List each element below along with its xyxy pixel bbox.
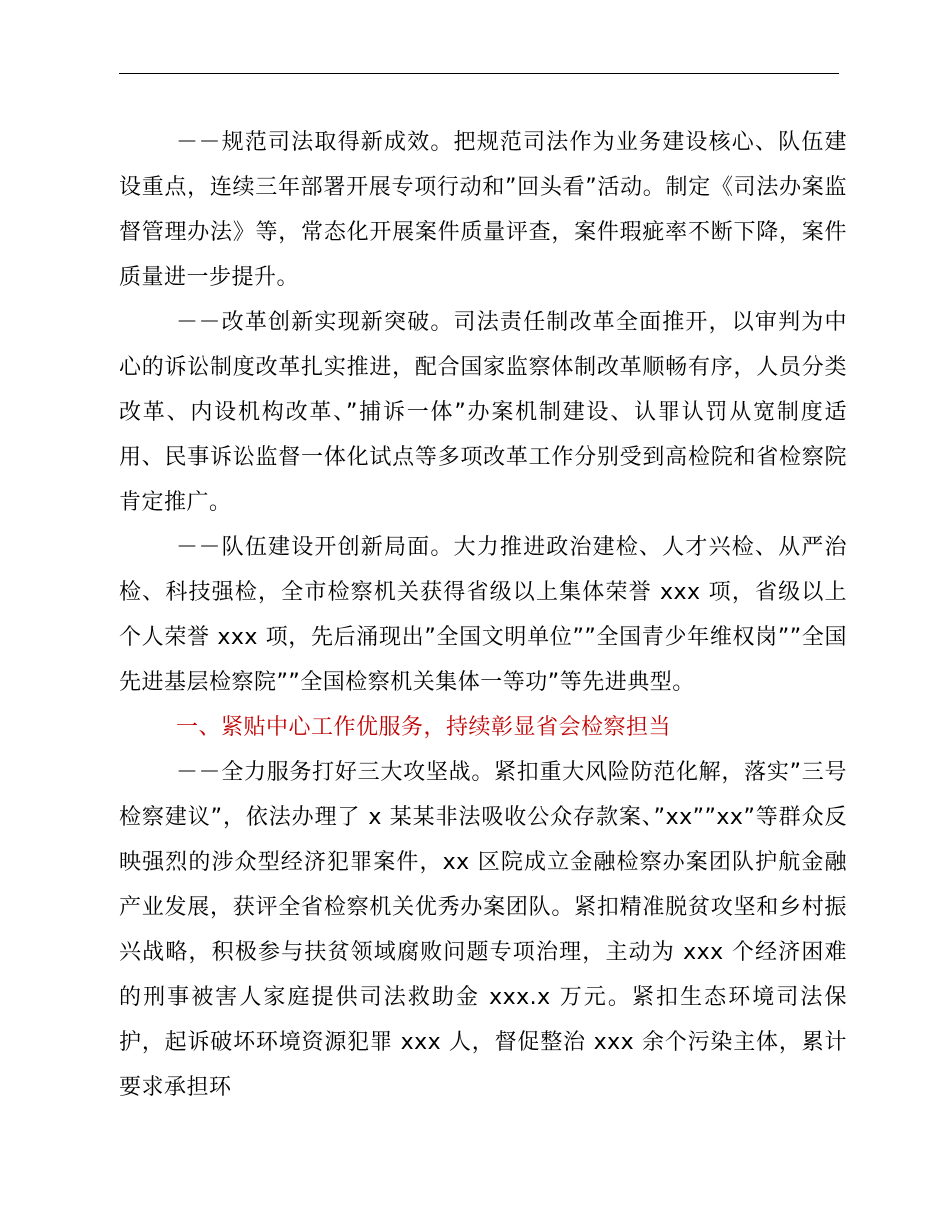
paragraph-reform-innovation: －－改革创新实现新突破。司法责任制改革全面推开，以审判为中心的诉讼制度改革扎实推进，配合国家监察体制改革顺畅有序，人员分类改革、内设机构改革、”捕诉一体”办案机制建设、认罪认罚从宽制度适用、民事诉讼监督一体化试点等多项改革工作分别受到高检院和省检察院肯定推广。 <box>119 310 847 515</box>
paragraph-standardized-justice: －－规范司法取得新成效。把规范司法作为业务建设核心、队伍建设重点，连续三年部署开展专项行动和”回头看”活动。制定《司法办案监督管理办法》等，常态化开展案件质量评查，案件瑕疵率不断下降，案件质量进一步提升。 <box>119 130 847 290</box>
section-heading: 一、紧贴中心工作优服务，持续彰显省会检察担当 <box>176 715 672 740</box>
paragraph-team-building: －－队伍建设开创新局面。大力推进政治建检、人才兴检、从严治检、科技强检，全市检察机关获得省级以上集体荣誉 xxx 项，省级以上个人荣誉 xxx 项，先后涌现出”全国文明单位””全国青少年维权岗””全国先进基层检察院””全国检察机关集体一等功”等先进典型。 <box>119 535 847 695</box>
document-body <box>119 120 847 1110</box>
paragraph-three-battles: －－全力服务打好三大攻坚战。紧扣重大风险防范化解，落实”三号检察建议”，依法办理了 x 某某非法吸收公众存款案、”xx””xx”等群众反映强烈的涉众型经济犯罪案件，xx 区院成立金融检察办案团队护航金融产业发展，获评全省检察机关优秀办案团队。紧扣精准脱贫攻坚和乡村振兴战略，积极参与扶贫领域腐败问题专项治理，主动为 xxx 个经济困难的刑事被害人家庭提供司法救助金 xxx.x 万元。紧扣生态环境司法保护，起诉破坏环境资源犯罪 xxx 人，督促整治 xxx 余个污染主体，累计要求承担环 <box>119 760 847 1100</box>
header-rule <box>119 73 839 74</box>
